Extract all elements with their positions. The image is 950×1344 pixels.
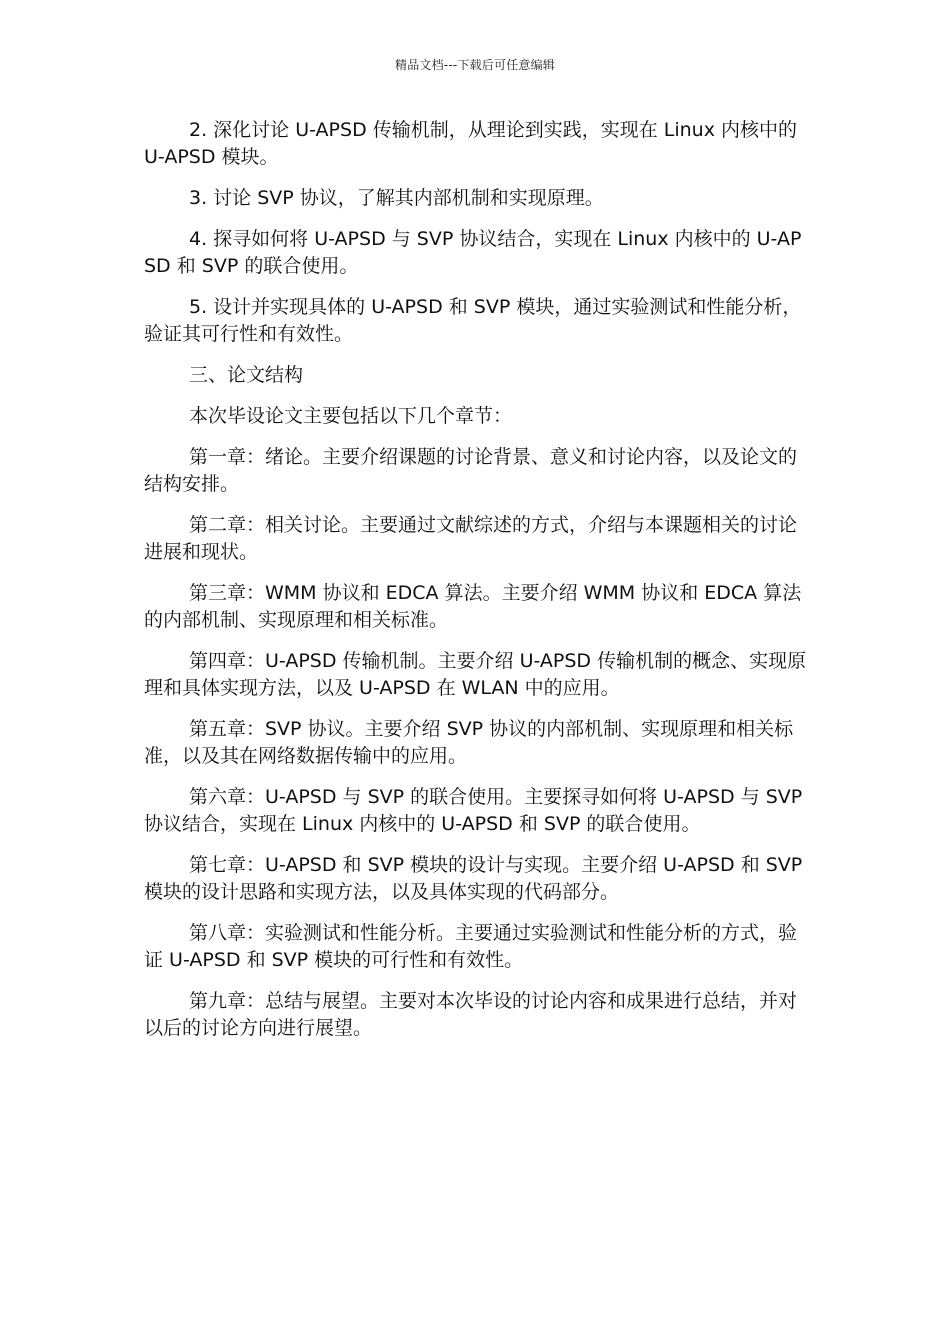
objective-2-paragraph: 2. 深化讨论 U-APSD 传输机制，从理论到实践，实现在 Linux 内核中的 U-APSD 模块。 bbox=[144, 119, 798, 168]
chapter-5-paragraph: 第五章：SVP 协议。主要介绍 SVP 协议的内部机制、实现原理和相关标准，以及其在网络数据传输中的应用。 bbox=[144, 718, 794, 767]
objective-5-paragraph: 5. 设计并实现具体的 U-APSD 和 SVP 模块，通过实验测试和性能分析，验证其可行性和有效性。 bbox=[144, 296, 802, 345]
objective-4-paragraph: 4. 探寻如何将 U-APSD 与 SVP 协议结合，实现在 Linux 内核中的 U-APSD 和 SVP 的联合使用。 bbox=[144, 228, 802, 277]
section-heading: 三、论文结构 bbox=[189, 364, 304, 386]
structure-intro-paragraph: 本次毕设论文主要包括以下几个章节： bbox=[189, 405, 513, 427]
page-header: 精品文档---下载后可任意编辑 bbox=[395, 58, 555, 72]
objective-3-paragraph: 3. 讨论 SVP 协议，了解其内部机制和实现原理。 bbox=[189, 187, 604, 209]
chapter-1-paragraph: 第一章：绪论。主要介绍课题的讨论背景、意义和讨论内容，以及论文的结构安排。 bbox=[144, 446, 798, 495]
document-body bbox=[144, 117, 808, 1056]
chapter-7-paragraph: 第七章：U-APSD 和 SVP 模块的设计与实现。主要介绍 U-APSD 和 SVP 模块的设计思路和实现方法，以及具体实现的代码部分。 bbox=[144, 854, 803, 903]
chapter-3-paragraph: 第三章：WMM 协议和 EDCA 算法。主要介绍 WMM 协议和 EDCA 算法的内部机制、实现原理和相关标准。 bbox=[144, 582, 802, 631]
chapter-6-paragraph: 第六章：U-APSD 与 SVP 的联合使用。主要探寻如何将 U-APSD 与 SVP 协议结合，实现在 Linux 内核中的 U-APSD 和 SVP 的联合使用。 bbox=[144, 786, 803, 835]
chapter-9-paragraph: 第九章：总结与展望。主要对本次毕设的讨论内容和成果进行总结，并对以后的讨论方向进行展望。 bbox=[144, 990, 798, 1039]
chapter-8-paragraph: 第八章：实验测试和性能分析。主要通过实验测试和性能分析的方式，验证 U-APSD 和 SVP 模块的可行性和有效性。 bbox=[144, 922, 798, 971]
chapter-2-paragraph: 第二章：相关讨论。主要通过文献综述的方式，介绍与本课题相关的讨论进展和现状。 bbox=[144, 514, 798, 563]
chapter-4-paragraph: 第四章：U-APSD 传输机制。主要介绍 U-APSD 传输机制的概念、实现原理和具体实现方法，以及 U-APSD 在 WLAN 中的应用。 bbox=[144, 650, 807, 699]
